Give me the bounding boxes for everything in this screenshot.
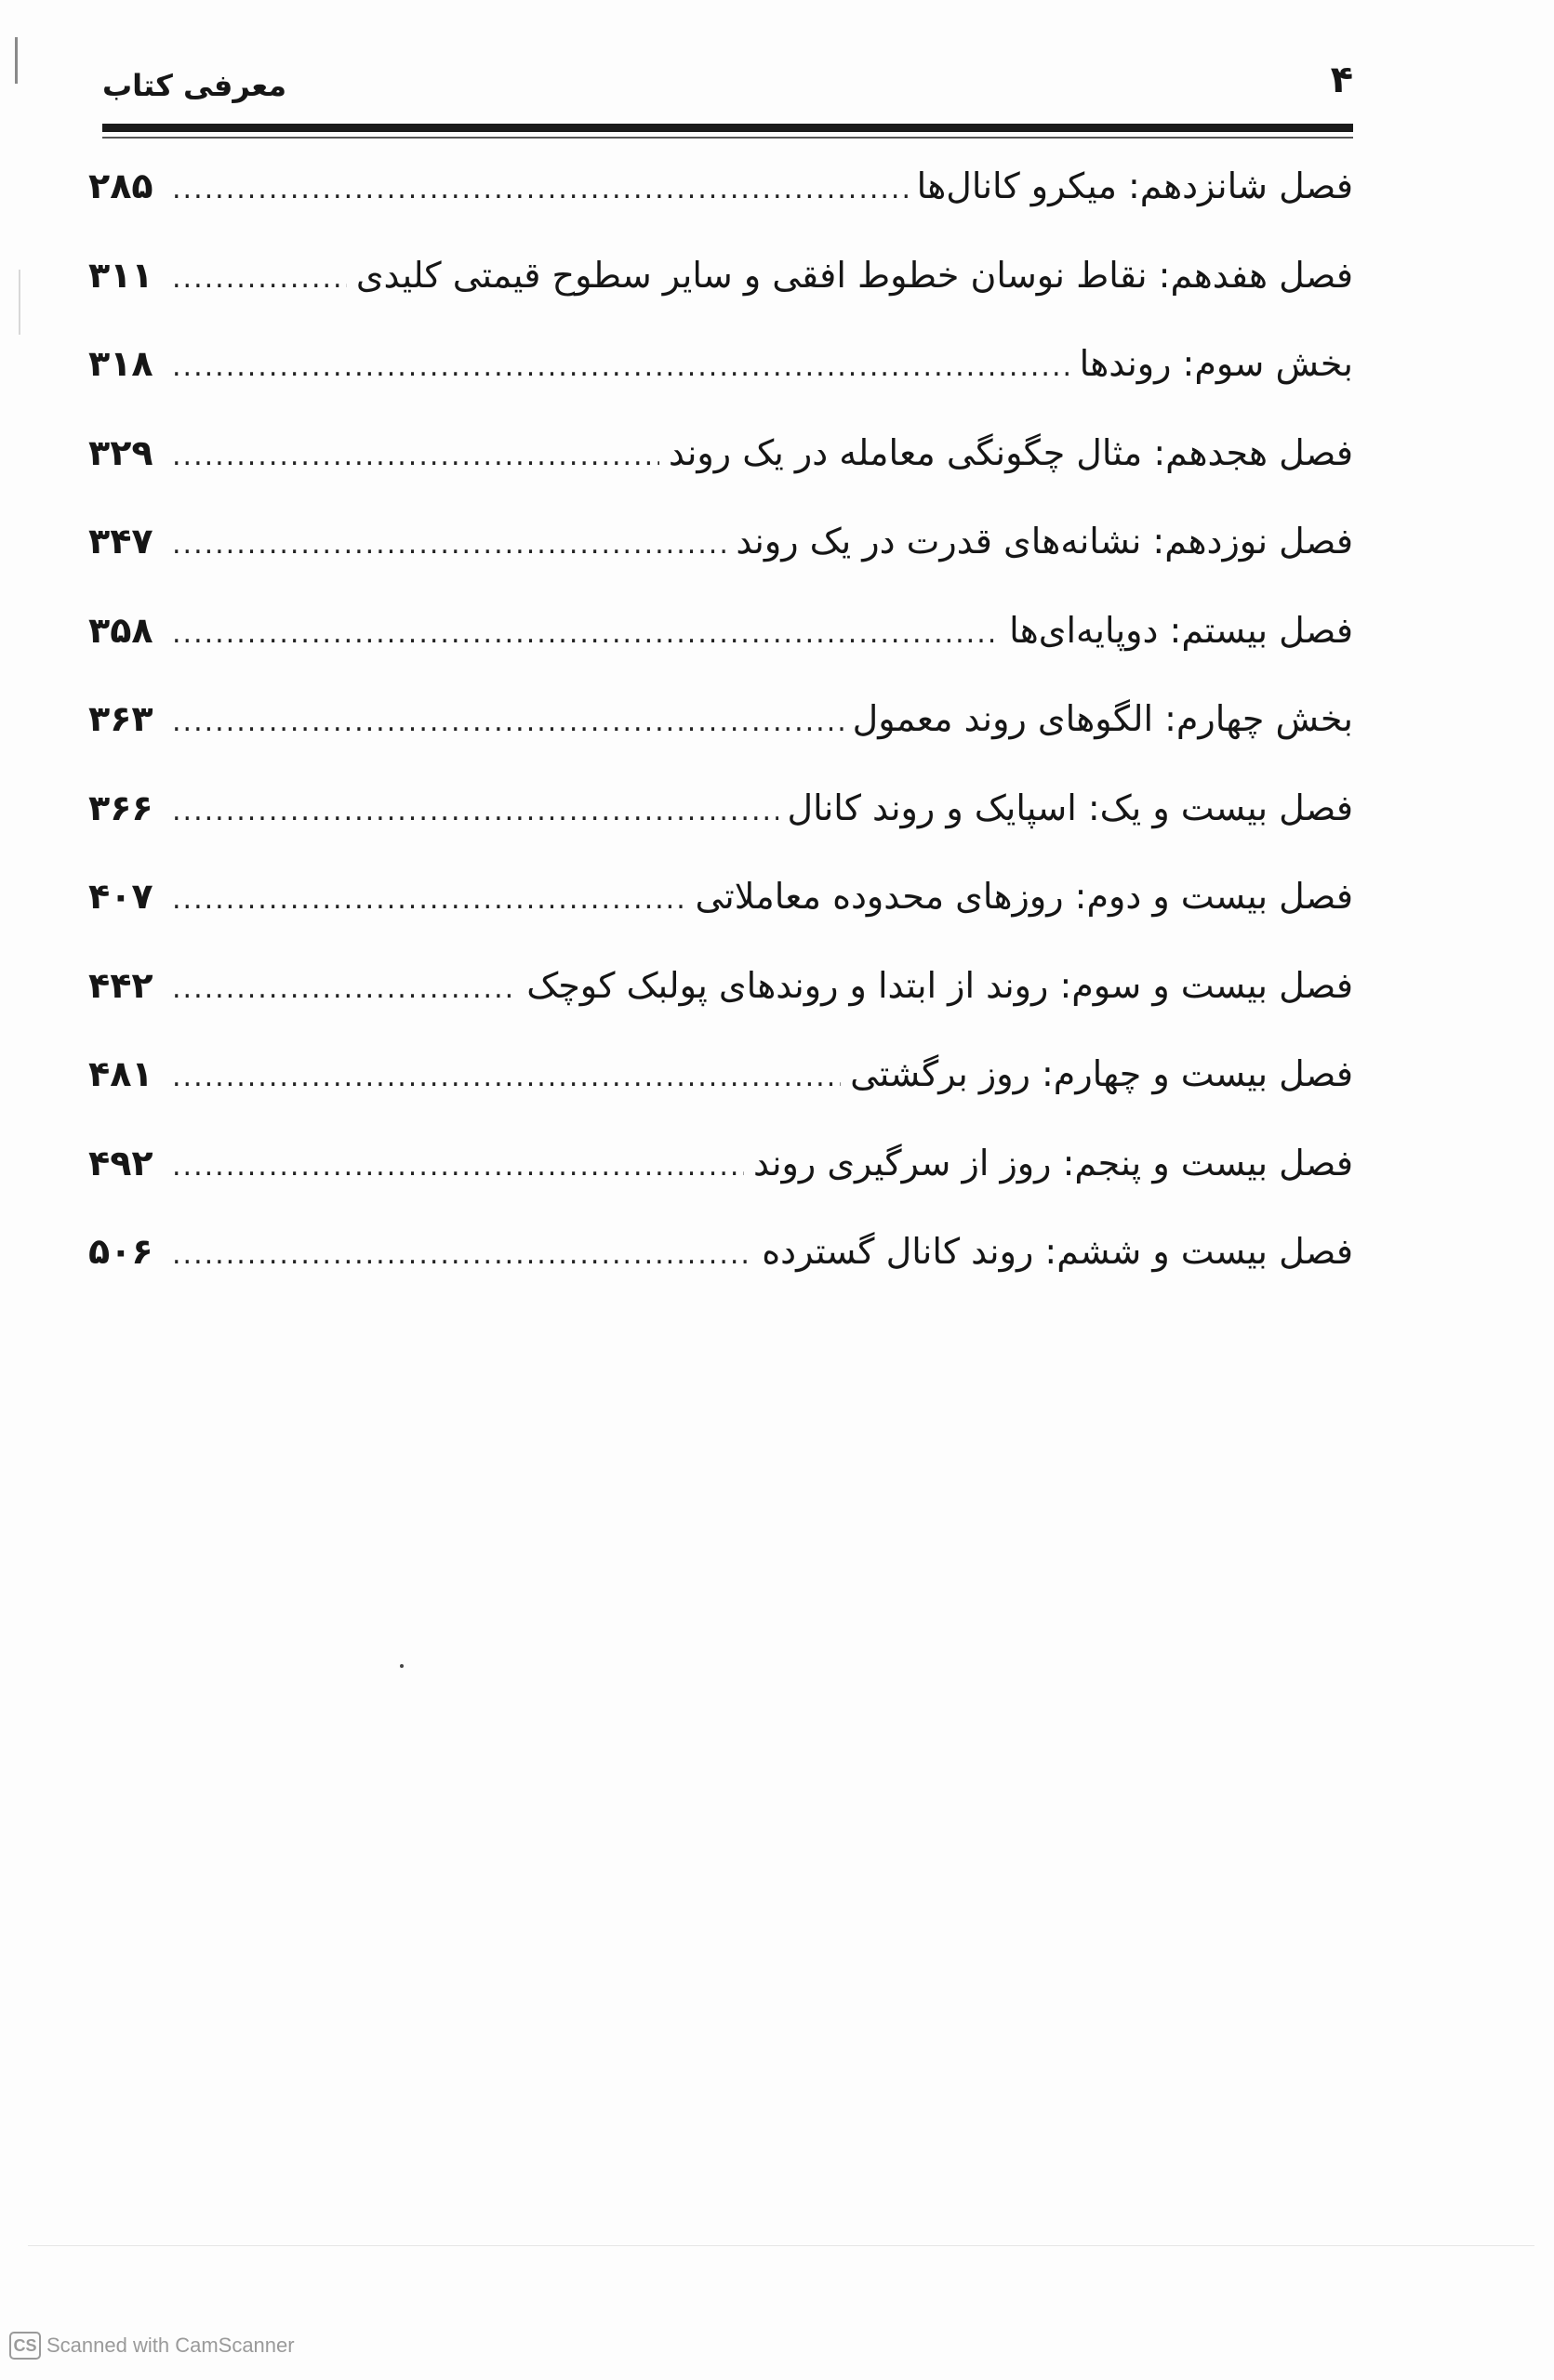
toc-entry [88, 1053, 1353, 1143]
toc-entry-page: ۲۸۵ [88, 165, 153, 206]
toc-dot-leader [172, 1061, 841, 1093]
toc-dot-leader [172, 350, 1070, 383]
toc-entry-page: ۴۰۷ [88, 876, 153, 917]
scan-edge-mark [15, 37, 18, 84]
camscanner-watermark [9, 2332, 295, 2360]
toc-entry-page: ۳۵۸ [88, 609, 153, 651]
scan-speck [400, 1664, 404, 1668]
toc-entry [88, 610, 1353, 699]
toc-entry [88, 965, 1353, 1054]
toc-entry-title: فصل بیست و ششم: روند کانال گسترده [762, 1231, 1353, 1272]
toc-entry-page: ۳۶۶ [88, 787, 153, 828]
toc-entry-page: ۳۱۸ [88, 343, 153, 384]
toc-entry-page: ۴۸۱ [88, 1053, 153, 1094]
toc-dot-leader [172, 1150, 744, 1183]
toc-dot-leader [172, 1238, 752, 1271]
toc-entry [88, 165, 1353, 255]
toc-entry [88, 787, 1353, 877]
toc-entry [88, 255, 1353, 344]
page-header [102, 51, 1353, 116]
toc-dot-leader [172, 528, 726, 561]
toc-entry-title: فصل هجدهم: مثال چگونگی معامله در یک روند [668, 431, 1353, 473]
toc-entry-page: ۳۲۹ [88, 431, 153, 473]
toc-dot-leader [172, 262, 347, 295]
scan-edge-line [28, 2245, 1534, 2246]
toc-dot-leader [172, 883, 685, 916]
toc-dot-leader [172, 972, 517, 1005]
toc-dot-leader [172, 795, 778, 827]
page-number: ۴ [1330, 59, 1353, 101]
toc-entry [88, 432, 1353, 522]
toc-entry-title: بخش سوم: روندها [1079, 343, 1353, 384]
toc-entry-page: ۳۶۳ [88, 698, 153, 739]
toc-dot-leader [172, 706, 843, 738]
toc-entry [88, 876, 1353, 965]
toc-entry-title: فصل بیست و چهارم: روز برگشتی [850, 1053, 1353, 1094]
toc-entry-page: ۳۴۷ [88, 521, 153, 562]
toc-entry-title: فصل شانزدهم: میکرو کانال‌ها [916, 165, 1353, 206]
scan-edge-mark [19, 270, 20, 335]
toc-entry [88, 1143, 1353, 1232]
toc-entry-title: فصل بیست و یک: اسپایک و روند کانال [787, 787, 1353, 828]
toc-entry-page: ۵۰۶ [88, 1231, 153, 1272]
header-rule [102, 124, 1353, 132]
toc-entry-title: فصل بیست و پنجم: روز از سرگیری روند [753, 1142, 1353, 1183]
toc-entry-title: فصل هفدهم: نقاط نوسان خطوط افقی و سایر سطوح قیمتی کلیدی [355, 254, 1353, 296]
running-title: معرفی کتاب [102, 68, 287, 103]
toc-dot-leader [172, 617, 1000, 650]
watermark-text: Scanned with CamScanner [46, 2334, 295, 2357]
toc-entry-title: فصل بیستم: دوپایه‌ای‌ها [1009, 609, 1353, 651]
toc-entry [88, 343, 1353, 432]
toc-entry [88, 1231, 1353, 1320]
toc-entry [88, 698, 1353, 787]
toc-entry [88, 521, 1353, 610]
camscanner-logo-icon: CS [9, 2332, 41, 2360]
table-of-contents [88, 165, 1353, 1320]
toc-entry-title: فصل بیست و دوم: روزهای محدوده معاملاتی [695, 876, 1353, 917]
toc-entry-page: ۴۴۲ [88, 964, 153, 1006]
toc-entry-title: فصل نوزدهم: نشانه‌های قدرت در یک روند [736, 521, 1353, 562]
toc-dot-leader [172, 440, 659, 472]
toc-dot-leader [172, 173, 908, 205]
toc-entry-page: ۴۹۲ [88, 1142, 153, 1183]
toc-entry-title: فصل بیست و سوم: روند از ابتدا و روندهای پولبک کوچک [526, 964, 1353, 1006]
header-rule-thin [102, 137, 1353, 139]
toc-entry-page: ۳۱۱ [88, 254, 153, 296]
toc-entry-title: بخش چهارم: الگوهای روند معمول [852, 698, 1353, 739]
